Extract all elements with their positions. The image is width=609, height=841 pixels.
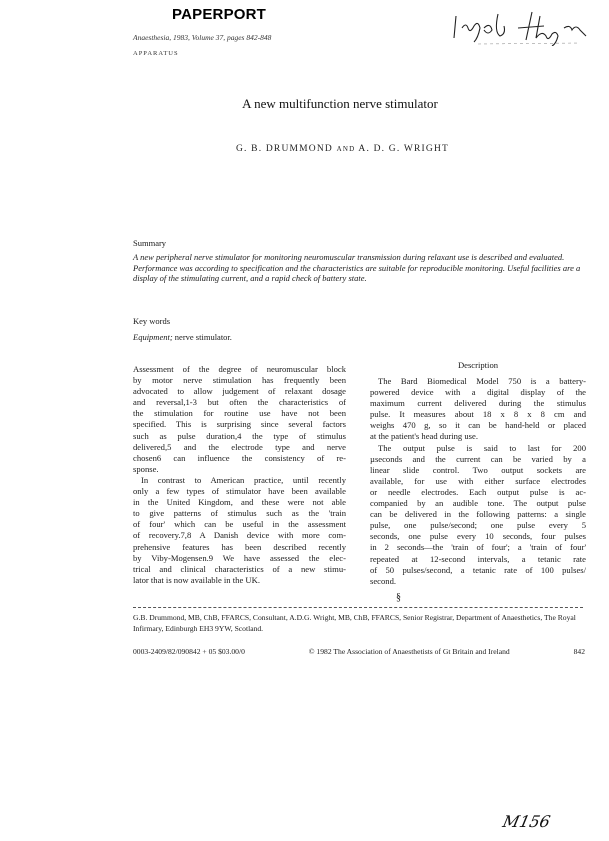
text-line: powered device with a digital display of the: [370, 387, 586, 398]
text-line: µseconds and the current can be varied by a: [370, 453, 586, 464]
article-authors: [0, 143, 609, 155]
text-line: or needle electrodes. Each output pulse is ac-: [370, 486, 586, 497]
text-line: The output pulse is said to last for 200: [378, 442, 586, 453]
article-title: A new multifunction nerve stimulator: [242, 96, 438, 111]
author-affiliations: G.B. Drummond, MB, ChB, FFARCS, Consultant, A.D.G. Wright, MB, ChB, FFARCS, Senior Registrar, Department of Anaesthetics, The Royal Infirmary, Edinburgh EH3 9YW, Scotland.: [133, 613, 576, 633]
introduction-column: [133, 364, 346, 586]
journal-citation: Anaesthesia, 1983, Volume 37, pages 842-848: [133, 33, 272, 42]
text-line: sponse.: [133, 463, 159, 474]
text-line: by Viby-Mogensen.9 We have assessed the elec-: [133, 552, 346, 563]
keywords-label: Equipment;: [133, 332, 173, 342]
keywords: [133, 332, 232, 343]
text-line: of four' which can be useful in the assessment: [133, 519, 346, 530]
footnote-divider: [133, 607, 583, 608]
author-1: G. B. DRUMMOND: [235, 144, 333, 154]
text-line: In contrast to American practice, until recently: [141, 474, 346, 485]
text-line: available, for use with either surface electrodes: [370, 475, 586, 486]
text-line: seconds, one pulse every 10 seconds, four pulses: [370, 531, 586, 542]
summary-text: A new peripheral nerve stimulator for monitoring neuromuscular transmission during relaxant use is described and evaluated. Performance was according to specification and the characteristics are suitable for reproducible monitoring. Useful facilities are a display of the stimulating current, and a rapid check of battery state.: [133, 252, 581, 283]
copyright-line: [133, 647, 585, 657]
text-line: Assessment of the degree of neuromuscular block: [133, 364, 346, 374]
text-line: pulse. It measures about 18 x 8 x 8 cm and: [370, 409, 586, 420]
text-line: lator that is now available in the UK.: [133, 574, 260, 585]
handwritten-note: M156: [501, 812, 553, 831]
text-line: and reversal,1-3 but often the characteristics of: [133, 397, 346, 408]
text-line: only a few types of stimulator have been available: [133, 486, 346, 497]
text-line: such as pulse duration,4 the type of stimulus: [133, 430, 346, 441]
paperport-stamp: PAPERPORT: [172, 6, 267, 23]
text-line: in the United Kingdom, and these were not able: [133, 497, 346, 508]
section-mark: §: [396, 592, 401, 603]
keywords-heading: Key words: [133, 316, 171, 326]
description-heading: Description: [457, 360, 499, 370]
text-line: The Bard Biomedical Model 750 is a battery-: [378, 376, 586, 386]
text-line: of recovery.7,8 A Danish device with more com-: [133, 530, 346, 541]
text-line: linear slide control. Two output sockets are: [370, 464, 586, 475]
summary-heading: Summary: [133, 238, 167, 248]
author-2: A. D. G. WRIGHT: [358, 144, 450, 154]
handwritten-signature: [448, 6, 598, 46]
page-number: 842: [573, 647, 585, 656]
text-line: trical and clinical characteristics of a new stimu-: [133, 563, 346, 574]
text-line: to give patterns of stimulus such as the 'train: [133, 508, 346, 519]
text-line: maximum current delivered during the stimulus: [370, 398, 586, 409]
text-line: at the patient's head during use.: [370, 431, 478, 442]
text-line: companied by an audible tone. The output pulse: [370, 498, 586, 509]
keywords-value: nerve stimulator.: [172, 332, 232, 342]
text-line: repeated at 12-second intervals, a tetanic rate: [370, 553, 586, 564]
text-line: in 2 seconds—the 'train of four'; a 'train of four': [370, 542, 586, 553]
description-column: [370, 376, 586, 587]
text-line: advocated to allow judgement of relaxant dosage: [133, 386, 346, 397]
text-line: pulse, one pulse/second; one pulse every 5: [370, 520, 586, 531]
text-line: can be delivered in the following patterns: a single: [370, 509, 586, 520]
text-line: specified. This is surprising since several factors: [133, 419, 346, 430]
issn: 0003-2409/82/090842 + 05 $03.00/0: [133, 647, 245, 656]
text-line: chosen6 can influence the consistency of re-: [133, 452, 346, 463]
copyright: © 1982 The Association of Anaesthetists of Gt Britain and Ireland: [308, 647, 510, 656]
text-line: the stimulation for routine use have not been: [133, 408, 346, 419]
author-conjunction: AND: [336, 145, 356, 153]
text-line: by motor nerve stimulation has frequently been: [133, 375, 346, 386]
text-line: of 50 pulses/second, a tetanic rate of 100 pulses/: [370, 564, 586, 575]
text-line: second.: [370, 575, 397, 586]
text-line: delivered,5 and the electrode type and nerve: [133, 441, 346, 452]
text-line: weighs 470 g, so it can be hand-held or placed: [370, 420, 586, 431]
text-line: prehensive features has been described recently: [133, 541, 346, 552]
journal-section: APPARATUS: [133, 50, 179, 57]
